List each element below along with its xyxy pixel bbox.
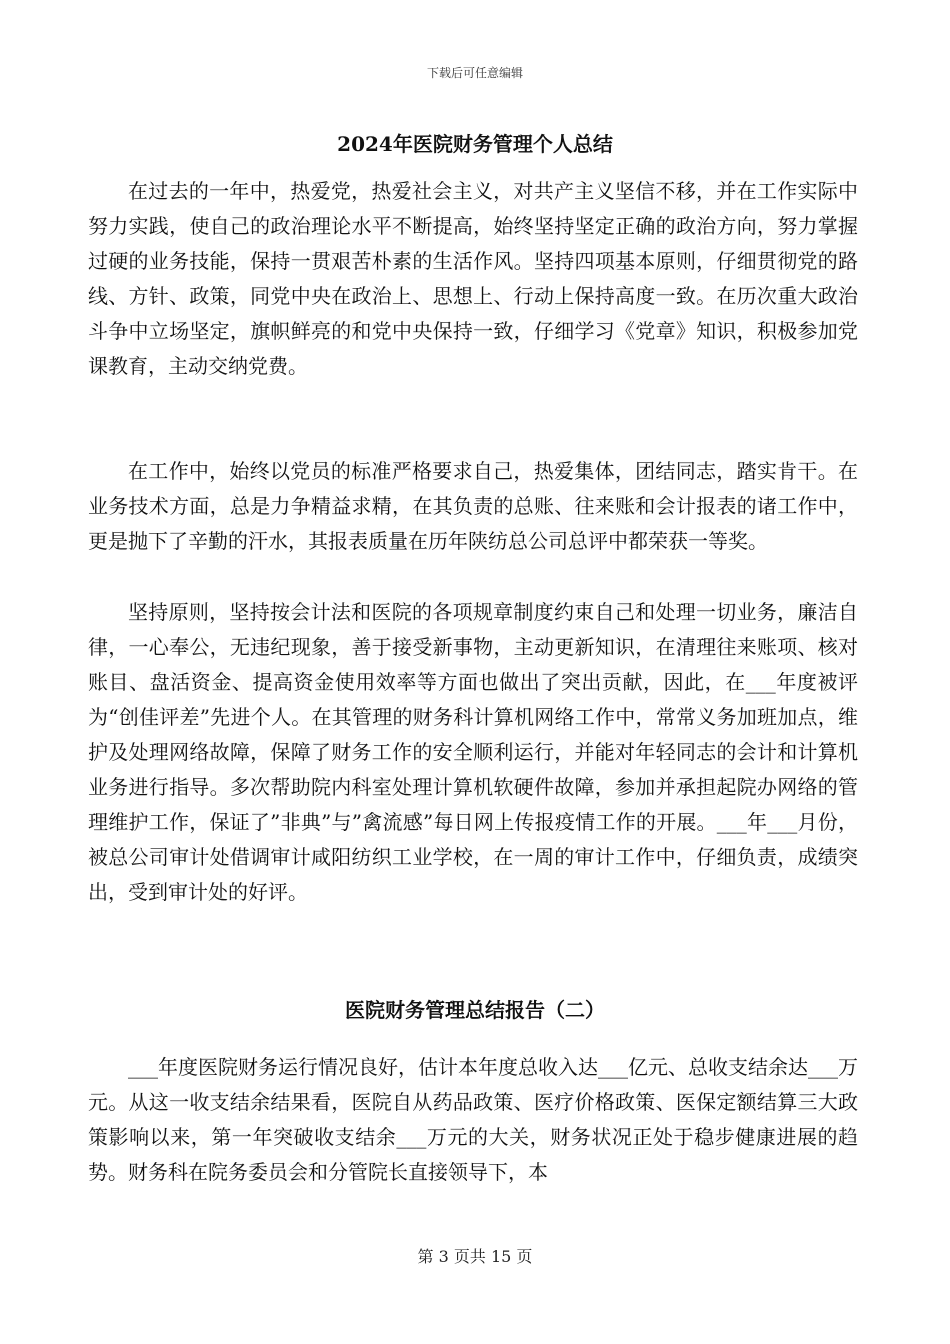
header-note: 下载后可任意编辑: [426, 66, 523, 80]
document-title: 2024年医院财务管理个人总结: [337, 132, 613, 156]
paragraph: ___年度医院财务运行情况良好，估计本年度总收入达___亿元、总收支结余达___万元。从这一收支结余结果看，医院自从药品政策、医疗价格政策、医保定额结算三大政策影响以来，第一年突破收支结余___万元的大关，财务状况正处于稳步健康进展的趋势。财务科在院务委员会和分管院长直接领导下，本: [88, 1055, 858, 1184]
paragraph: 坚持原则，坚持按会计法和医院的各项规章制度约束自己和处理一切业务，廉洁自律，一心奉公，无违纪现象，善于接受新事物，主动更新知识，在清理往来账项、核对账目、盘活资金、提高资金使用效率等方面也做出了突出贡献，因此，在___年度被评为“创佳评差”先进个人。在其管理的财务科计算机网络工作中，常常义务加班加点，维护及处理网络故障，保障了财务工作的安全顺利运行，并能对年轻同志的会计和计算机业务进行指导。多次帮助院内科室处理计算机软硬件故障，参加并承担起院办网络的管理维护工作，保证了”非典”与”禽流感”每日网上传报疫情工作的开展。___年___月份，被总公司审计处借调审计咸阳纺织工业学校，在一周的审计工作中，仔细负责，成绩突出，受到审计处的好评。: [88, 600, 858, 904]
paragraph: 在工作中，始终以党员的标准严格要求自己，热爱集体，团结同志，踏实肯干。在业务技术方面，总是力争精益求精，在其负责的总账、往来账和会计报表的诸工作中，更是抛下了辛勤的汗水，其报表质量在历年陕纺总公司总评中都荣获一等奖。: [88, 459, 858, 553]
paragraph: 在过去的一年中，热爱党，热爱社会主义，对共产主义坚信不移，并在工作实际中努力实践，使自己的政治理论水平不断提高，始终坚持坚定正确的政治方向，努力掌握过硬的业务技能，保持一贯艰苦朴素的生活作风。坚持四项基本原则，仔细贯彻党的路线、方针、政策，同党中央在政治上、思想上、行动上保持高度一致。在历次重大政治斗争中立场坚定，旗帜鲜亮的和党中央保持一致，仔细学习《党章》知识，积极参加党课教育，主动交纳党费。: [88, 179, 858, 378]
section-title: 医院财务管理总结报告（二）: [345, 998, 605, 1022]
page-number: 第 3 页共 15 页: [417, 1247, 533, 1266]
